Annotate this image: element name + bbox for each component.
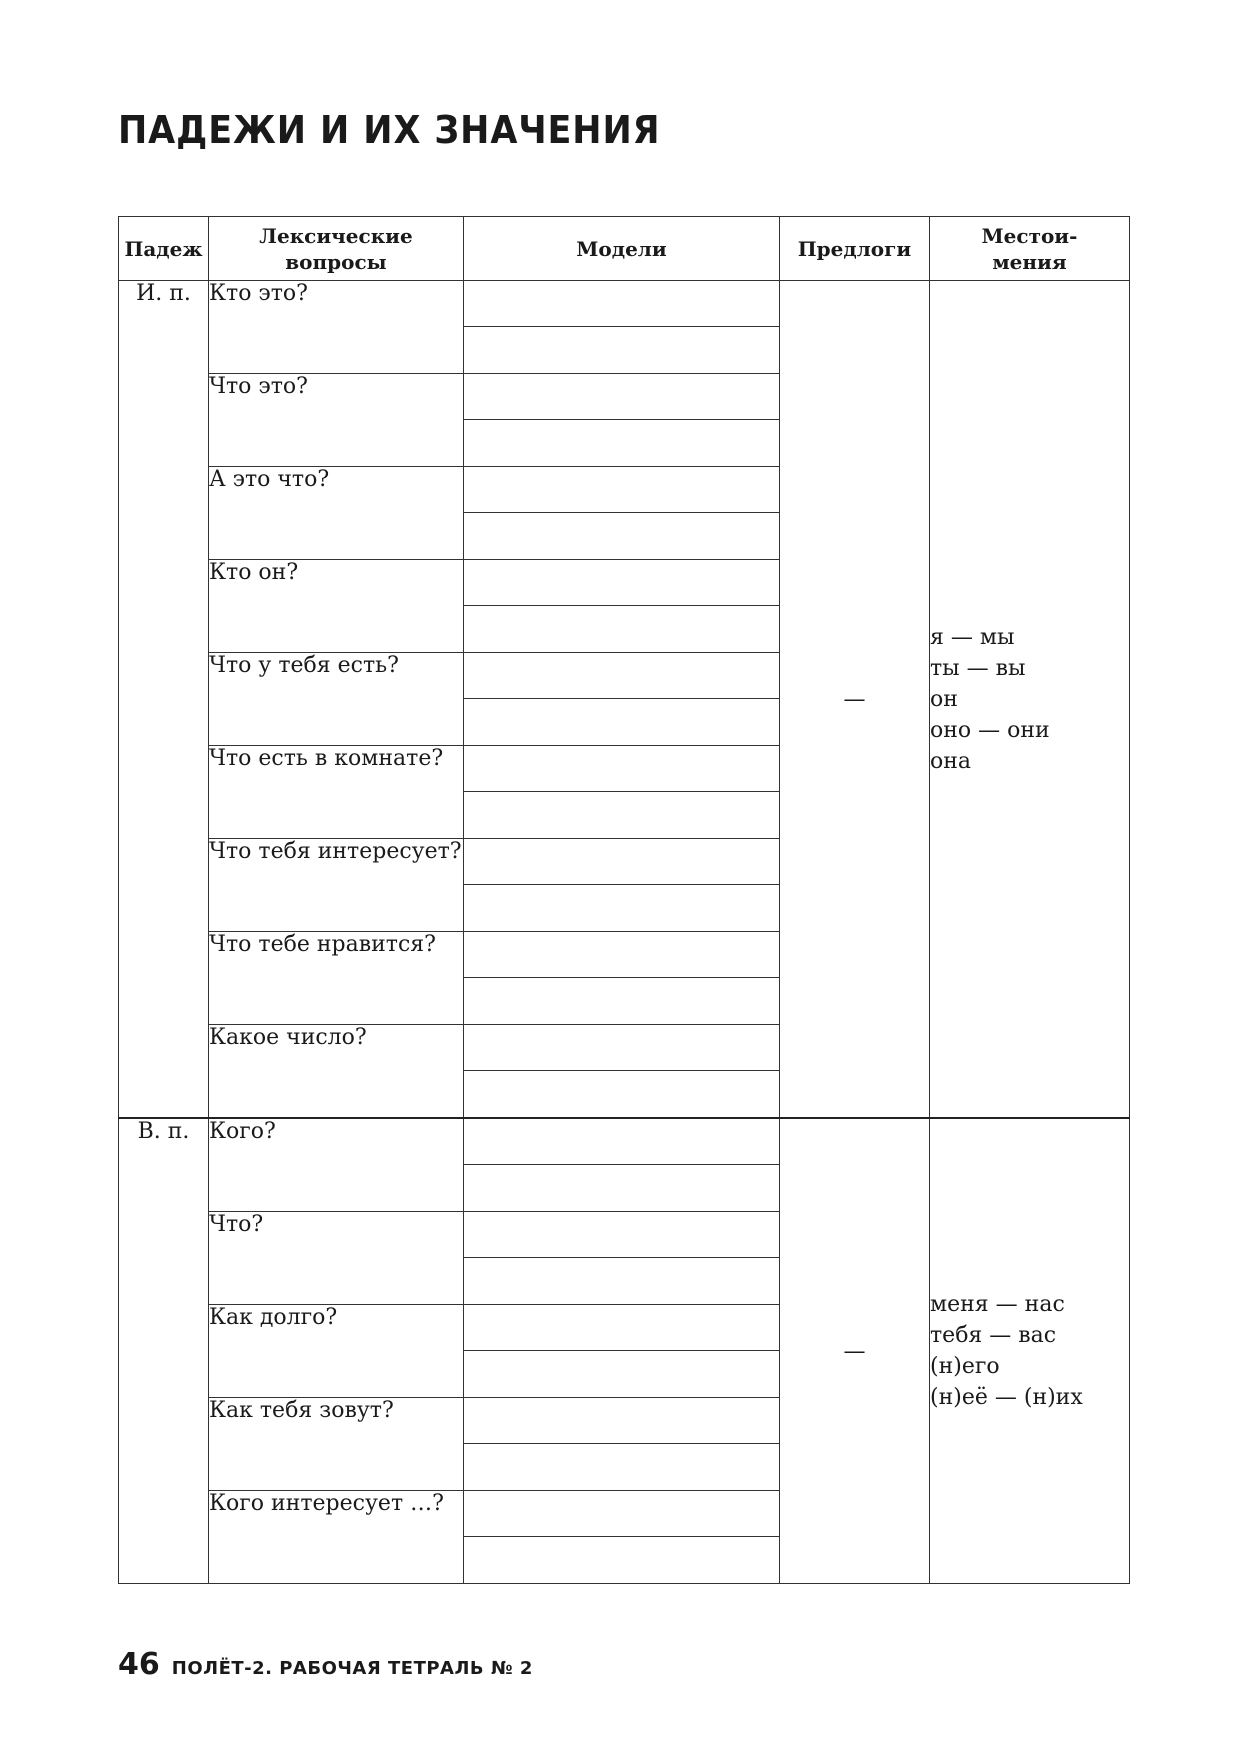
table-row [119, 281, 1130, 374]
model-cell [464, 746, 780, 839]
model-blank-line[interactable] [464, 420, 779, 466]
model-blank-line[interactable] [464, 1351, 779, 1397]
model-blank-line[interactable] [464, 374, 779, 420]
model-blank-line[interactable] [464, 885, 779, 931]
question-cell: Как долго? [209, 1305, 464, 1398]
page-title: ПАДЕЖИ И ИХ ЗНАЧЕНИЯ [118, 108, 661, 152]
question-cell: Кого? [209, 1118, 464, 1212]
header-questions: Лексические вопросы [209, 217, 464, 281]
question-cell: Что у тебя есть? [209, 653, 464, 746]
model-blank-line[interactable] [464, 1258, 779, 1304]
model-blank-line[interactable] [464, 746, 779, 792]
pronouns-cell [930, 281, 1130, 1119]
model-cell [464, 1212, 780, 1305]
pronouns-cell [930, 1118, 1130, 1584]
question-cell: Какое число? [209, 1025, 464, 1119]
model-blank-line[interactable] [464, 932, 779, 978]
question-cell: Что тебе нравится? [209, 932, 464, 1025]
book-title: ПОЛЁТ-2. РАБОЧАЯ ТЕТРАЛЬ № 2 [171, 1658, 533, 1679]
question-cell: Что? [209, 1212, 464, 1305]
pronoun-line: она [930, 748, 972, 774]
model-blank-line[interactable] [464, 327, 779, 373]
model-blank-line[interactable] [464, 1165, 779, 1211]
header-models: Модели [464, 217, 780, 281]
table-row [119, 1118, 1130, 1212]
model-blank-line[interactable] [464, 606, 779, 652]
model-blank-line[interactable] [464, 1398, 779, 1444]
model-cell [464, 1118, 780, 1212]
pronoun-line: (н)её — (н)их [930, 1385, 1083, 1410]
model-blank-line[interactable] [464, 1025, 779, 1071]
model-blank-line[interactable] [464, 1537, 779, 1583]
model-blank-line[interactable] [464, 1119, 779, 1165]
prepositions-cell: — [780, 281, 930, 1119]
model-cell [464, 1305, 780, 1398]
section-nominative [119, 281, 1130, 1119]
question-cell: Что это? [209, 374, 464, 467]
header-pronouns: Местои- мения [930, 217, 1130, 281]
model-blank-line[interactable] [464, 1071, 779, 1117]
model-cell [464, 1025, 780, 1119]
model-cell [464, 1398, 780, 1491]
pronoun-line: (н)его [930, 1354, 1000, 1379]
model-cell [464, 653, 780, 746]
pronoun-line: меня — нас [930, 1292, 1065, 1317]
model-cell [464, 374, 780, 467]
model-blank-line[interactable] [464, 1212, 779, 1258]
model-cell [464, 932, 780, 1025]
case-label: В. п. [119, 1118, 209, 1584]
question-cell: Как тебя зовут? [209, 1398, 464, 1491]
model-blank-line[interactable] [464, 560, 779, 606]
table-header-row [119, 217, 1130, 281]
section-accusative [119, 1118, 1130, 1584]
question-cell: А это что? [209, 467, 464, 560]
model-blank-line[interactable] [464, 792, 779, 838]
prepositions-cell: — [780, 1118, 930, 1584]
model-cell [464, 839, 780, 932]
page-number: 46 [118, 1647, 160, 1682]
case-label: И. п. [119, 281, 209, 1119]
question-cell: Кого интересует …? [209, 1491, 464, 1584]
question-cell: Кто он? [209, 560, 464, 653]
model-blank-line[interactable] [464, 839, 779, 885]
model-blank-line[interactable] [464, 978, 779, 1024]
model-cell [464, 560, 780, 653]
pronoun-line: оно — они [930, 717, 1050, 743]
model-cell [464, 281, 780, 374]
cases-table [118, 216, 1130, 1584]
model-blank-line[interactable] [464, 513, 779, 559]
pronoun-line: я — мы [930, 624, 1015, 650]
model-blank-line[interactable] [464, 281, 779, 327]
model-blank-line[interactable] [464, 467, 779, 513]
model-blank-line[interactable] [464, 1491, 779, 1537]
page-footer [118, 1647, 533, 1682]
pronoun-line: тебя — вас [930, 1323, 1057, 1348]
model-blank-line[interactable] [464, 1305, 779, 1351]
model-cell [464, 467, 780, 560]
model-blank-line[interactable] [464, 1444, 779, 1490]
question-cell: Кто это? [209, 281, 464, 374]
model-cell [464, 1491, 780, 1584]
pronoun-line: он [930, 686, 958, 712]
question-cell: Что есть в комнате? [209, 746, 464, 839]
model-blank-line[interactable] [464, 653, 779, 699]
header-case: Падеж [119, 217, 209, 281]
model-blank-line[interactable] [464, 699, 779, 745]
pronoun-line: ты — вы [930, 655, 1026, 681]
question-cell: Что тебя интересует? [209, 839, 464, 932]
header-prepositions: Предлоги [780, 217, 930, 281]
